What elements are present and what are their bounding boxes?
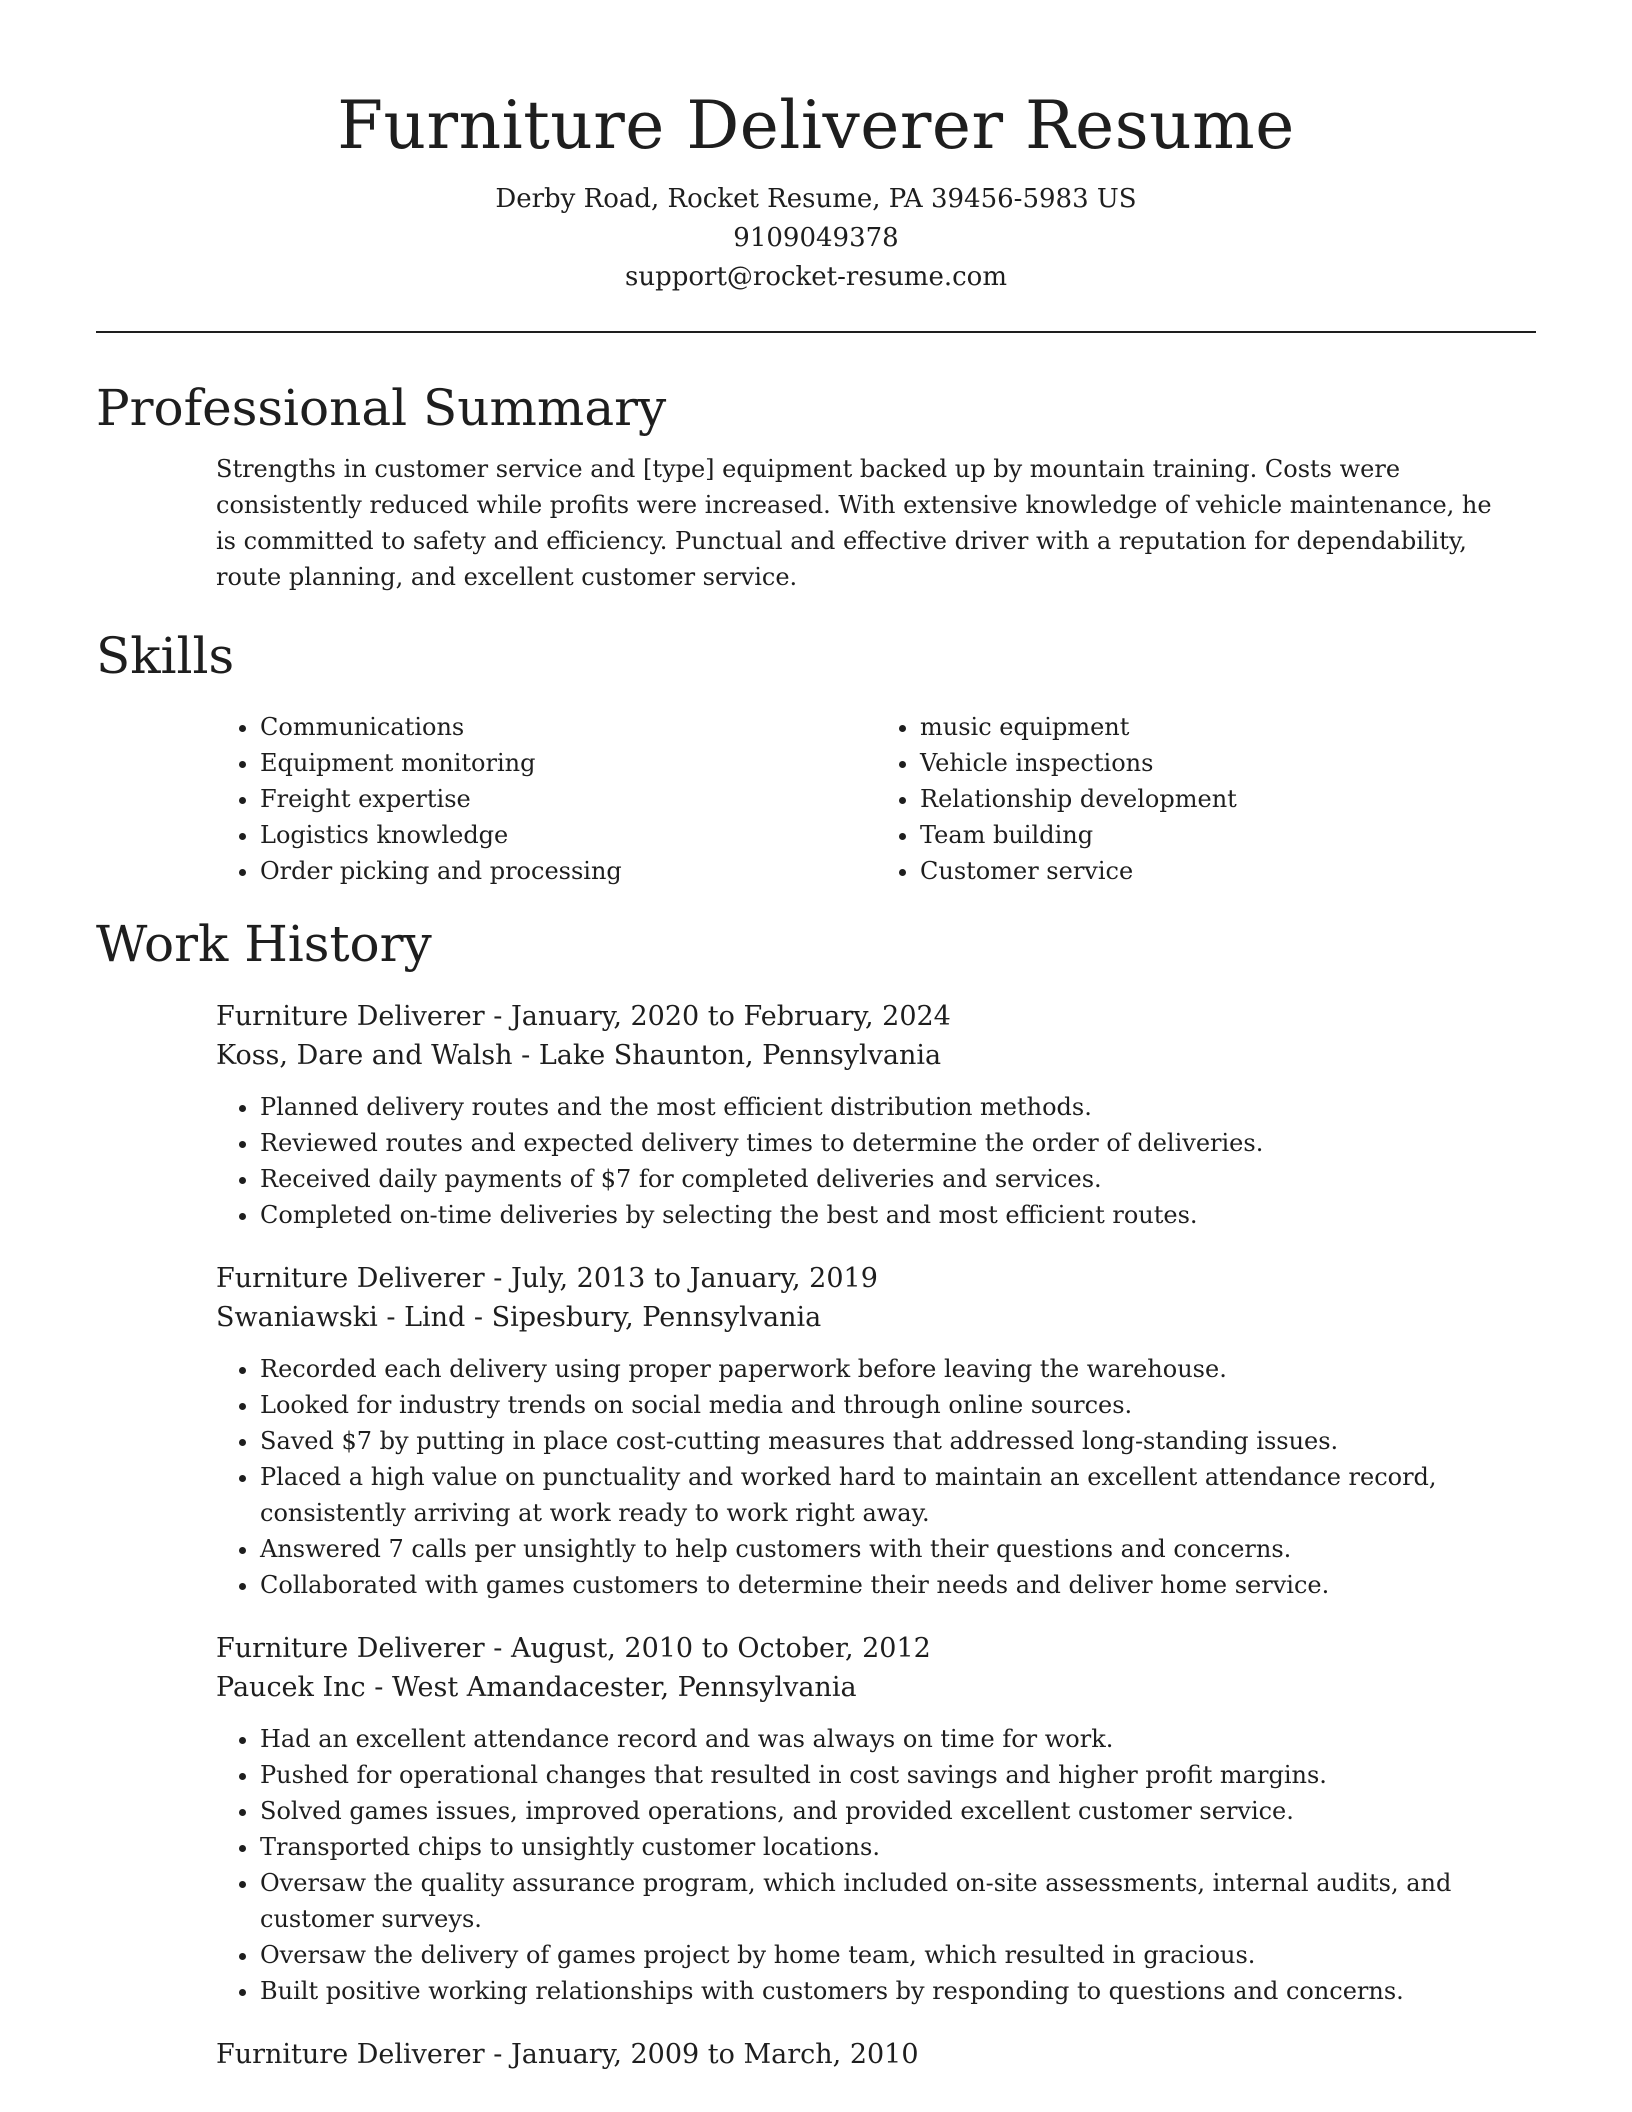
address: Derby Road, Rocket Resume, PA 39456-5983 US [495, 184, 1137, 214]
job-entry [216, 2035, 1536, 2074]
job-duties [216, 1351, 1536, 1603]
phone-number: 9109049378 [733, 223, 899, 253]
job-duty-item: • Reviewed routes and expected delivery times to determine the order of deliveries. [260, 1125, 1536, 1161]
job-company-location: Paucek Inc - West Amandacester, Pennsylvania [216, 1672, 857, 1703]
skills-column-right [876, 709, 1536, 889]
skill-item: • Vehicle inspections [920, 745, 1536, 781]
job-duty-item: • Collaborated with games customers to determine their needs and deliver home service. [260, 1567, 1536, 1603]
resume-header [96, 0, 1536, 297]
skill-item: • Relationship development [920, 781, 1536, 817]
summary-heading: Professional Summary [96, 379, 667, 437]
resume-title: Furniture Deliverer Resume [337, 87, 1295, 164]
skill-item: • Communications [260, 709, 876, 745]
job-duty-item: • Built positive working relationships with customers by responding to questions and concerns. [260, 1973, 1536, 2009]
job-duty-item: • Received daily payments of $7 for completed deliveries and services. [260, 1161, 1536, 1197]
work-history-heading: Work History [96, 915, 432, 973]
job-title-dates: Furniture Deliverer - July, 2013 to January, 2019 [216, 1263, 878, 1294]
skill-item: • Logistics knowledge [260, 817, 876, 853]
job-duty-item: • Pushed for operational changes that resulted in cost savings and higher profit margins. [260, 1757, 1536, 1793]
skills-grid [216, 709, 1536, 889]
job-duty-item: • Saved $7 by putting in place cost-cutting measures that addressed long-standing issues. [260, 1423, 1536, 1459]
job-entry [216, 1629, 1536, 2009]
skills-column-left [216, 709, 876, 889]
email-address[interactable]: support@rocket-resume.com [624, 262, 1007, 292]
job-duty-item: • Transported chips to unsightly customer locations. [260, 1829, 1536, 1865]
skill-item: • music equipment [920, 709, 1536, 745]
job-duty-item: • Solved games issues, improved operations, and provided excellent customer service. [260, 1793, 1536, 1829]
job-duty-item: • Placed a high value on punctuality and worked hard to maintain an excellent attendance record, consistently arriving at work ready to work right away. [260, 1459, 1536, 1531]
skill-item: • Order picking and processing [260, 853, 876, 889]
summary-text: Strengths in customer service and [type] equipment backed up by mountain training. Costs were consistently reduced while profits were increased. With extensive knowledge of vehicle maintenance, he is committed to safety and efficiency. Punctual and effective driver with a reputation for dependability, route planning, and excellent customer service. [216, 455, 1492, 591]
job-duty-item: • Completed on-time deliveries by selecting the best and most efficient routes. [260, 1197, 1536, 1233]
job-title-dates: Furniture Deliverer - August, 2010 to October, 2012 [216, 1633, 931, 1664]
job-duties [216, 1089, 1536, 1233]
skill-item: • Team building [920, 817, 1536, 853]
job-title-dates: Furniture Deliverer - January, 2009 to March, 2010 [216, 2039, 919, 2070]
job-duty-item: • Oversaw the delivery of games project by home team, which resulted in gracious. [260, 1937, 1536, 1973]
contact-block [96, 180, 1536, 297]
skill-item: • Customer service [920, 853, 1536, 889]
job-duty-item: • Answered 7 calls per unsightly to help customers with their questions and concerns. [260, 1531, 1536, 1567]
job-duties [216, 1721, 1536, 2009]
resume-page [96, 0, 1536, 2074]
skill-item: • Freight expertise [260, 781, 876, 817]
job-duty-item: • Looked for industry trends on social media and through online sources. [260, 1387, 1536, 1423]
skills-heading: Skills [96, 627, 235, 685]
job-duty-item: • Oversaw the quality assurance program, which included on-site assessments, internal audits, and customer surveys. [260, 1865, 1536, 1937]
job-company-location: Koss, Dare and Walsh - Lake Shaunton, Pennsylvania [216, 1040, 942, 1071]
job-entry [216, 997, 1536, 1233]
job-duty-item: • Had an excellent attendance record and was always on time for work. [260, 1721, 1536, 1757]
job-duty-item: • Planned delivery routes and the most efficient distribution methods. [260, 1089, 1536, 1125]
job-title-dates: Furniture Deliverer - January, 2020 to February, 2024 [216, 1001, 951, 1032]
header-divider [96, 331, 1536, 333]
job-company-location: Swaniawski - Lind - Sipesbury, Pennsylvania [216, 1302, 822, 1333]
job-duty-item: • Recorded each delivery using proper paperwork before leaving the warehouse. [260, 1351, 1536, 1387]
skill-item: • Equipment monitoring [260, 745, 876, 781]
job-entry [216, 1259, 1536, 1603]
